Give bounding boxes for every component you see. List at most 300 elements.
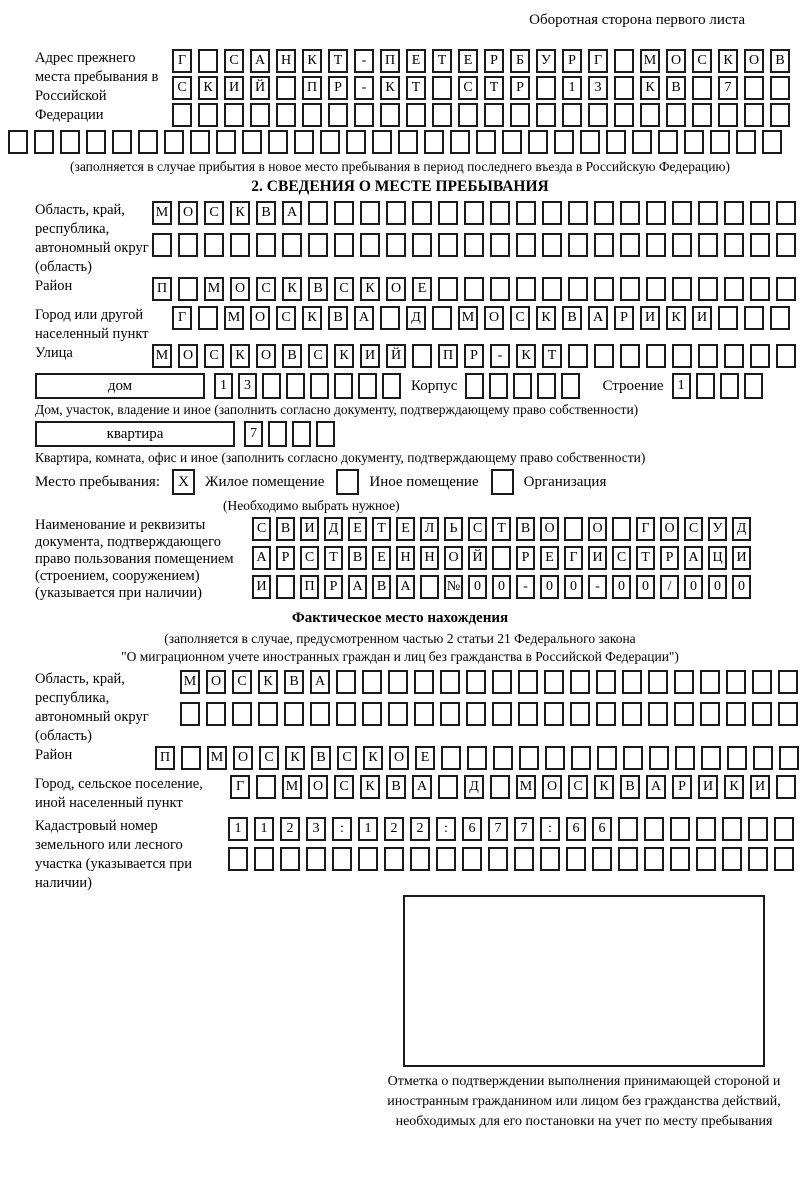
form-cell[interactable]: М xyxy=(224,306,244,330)
form-cell[interactable]: Й xyxy=(250,76,270,100)
form-cell[interactable]: А xyxy=(396,575,415,599)
form-cell[interactable] xyxy=(242,130,262,154)
form-cell[interactable]: К xyxy=(285,746,305,770)
form-cell[interactable]: Р xyxy=(276,546,295,570)
form-cell[interactable] xyxy=(724,233,744,257)
form-cell[interactable] xyxy=(178,233,198,257)
form-cell[interactable]: 1 xyxy=(672,373,691,399)
form-cell[interactable]: № xyxy=(444,575,463,599)
form-cell[interactable] xyxy=(776,201,796,225)
form-cell[interactable]: И xyxy=(698,775,718,799)
form-cell[interactable] xyxy=(670,847,690,871)
form-cell[interactable] xyxy=(778,702,798,726)
form-cell[interactable] xyxy=(718,306,738,330)
form-cell[interactable]: 0 xyxy=(564,575,583,599)
form-cell[interactable]: 6 xyxy=(566,817,586,841)
form-cell[interactable] xyxy=(674,670,694,694)
form-cell[interactable] xyxy=(620,277,640,301)
form-cell[interactable] xyxy=(594,277,614,301)
form-cell[interactable] xyxy=(464,201,484,225)
form-cell[interactable] xyxy=(386,233,406,257)
form-cell[interactable] xyxy=(440,702,460,726)
form-cell[interactable] xyxy=(372,130,392,154)
form-cell[interactable] xyxy=(388,670,408,694)
form-cell[interactable]: С xyxy=(337,746,357,770)
form-cell[interactable] xyxy=(674,702,694,726)
form-cell[interactable]: И xyxy=(588,546,607,570)
form-cell[interactable]: Е xyxy=(372,546,391,570)
form-cell[interactable]: В xyxy=(620,775,640,799)
form-cell[interactable] xyxy=(152,233,172,257)
form-cell[interactable]: И xyxy=(252,575,271,599)
form-cell[interactable]: А xyxy=(646,775,666,799)
form-cell[interactable] xyxy=(744,306,764,330)
form-cell[interactable]: В xyxy=(372,575,391,599)
form-cell[interactable] xyxy=(596,670,616,694)
form-cell[interactable] xyxy=(380,306,400,330)
form-cell[interactable] xyxy=(362,670,382,694)
form-cell[interactable]: В xyxy=(348,546,367,570)
form-cell[interactable] xyxy=(620,233,640,257)
form-cell[interactable] xyxy=(250,103,270,127)
form-cell[interactable]: О xyxy=(250,306,270,330)
form-cell[interactable]: М xyxy=(180,670,200,694)
form-cell[interactable] xyxy=(310,373,329,399)
form-cell[interactable] xyxy=(308,201,328,225)
form-cell[interactable] xyxy=(528,130,548,154)
form-cell[interactable] xyxy=(518,670,538,694)
form-cell[interactable] xyxy=(328,103,348,127)
form-cell[interactable]: Г xyxy=(172,49,192,73)
form-cell[interactable] xyxy=(488,847,508,871)
form-cell[interactable] xyxy=(623,746,643,770)
form-cell[interactable] xyxy=(320,130,340,154)
form-cell[interactable] xyxy=(490,233,510,257)
form-cell[interactable] xyxy=(710,130,730,154)
form-cell[interactable]: Д xyxy=(732,517,751,541)
form-cell[interactable]: - xyxy=(516,575,535,599)
form-cell[interactable] xyxy=(594,344,614,368)
form-cell[interactable]: Д xyxy=(464,775,484,799)
form-cell[interactable] xyxy=(750,201,770,225)
form-cell[interactable] xyxy=(718,103,738,127)
form-cell[interactable]: 7 xyxy=(488,817,508,841)
form-cell[interactable] xyxy=(692,76,712,100)
form-cell[interactable] xyxy=(646,233,666,257)
form-cell[interactable] xyxy=(519,746,539,770)
form-cell[interactable] xyxy=(316,421,335,447)
form-cell[interactable] xyxy=(542,277,562,301)
form-cell[interactable]: 2 xyxy=(410,817,430,841)
form-cell[interactable] xyxy=(726,702,746,726)
form-cell[interactable] xyxy=(537,373,556,399)
form-cell[interactable]: Й xyxy=(468,546,487,570)
form-cell[interactable]: О xyxy=(308,775,328,799)
form-cell[interactable]: С xyxy=(224,49,244,73)
form-cell[interactable]: К xyxy=(302,49,322,73)
form-cell[interactable]: 2 xyxy=(280,817,300,841)
form-cell[interactable]: Й xyxy=(386,344,406,368)
form-cell[interactable] xyxy=(380,103,400,127)
form-cell[interactable] xyxy=(493,746,513,770)
form-cell[interactable] xyxy=(698,344,718,368)
form-cell[interactable] xyxy=(198,103,218,127)
form-cell[interactable]: О xyxy=(206,670,226,694)
form-cell[interactable]: 6 xyxy=(592,817,612,841)
form-cell[interactable]: А xyxy=(588,306,608,330)
form-cell[interactable]: - xyxy=(354,76,374,100)
form-cell[interactable]: Е xyxy=(348,517,367,541)
form-cell[interactable]: - xyxy=(588,575,607,599)
form-cell[interactable] xyxy=(489,373,508,399)
form-cell[interactable] xyxy=(770,76,790,100)
form-cell[interactable]: Р xyxy=(516,546,535,570)
form-cell[interactable]: А xyxy=(412,775,432,799)
form-cell[interactable]: Г xyxy=(172,306,192,330)
form-cell[interactable]: О xyxy=(542,775,562,799)
form-cell[interactable]: 7 xyxy=(244,421,263,447)
form-cell[interactable]: В xyxy=(308,277,328,301)
form-cell[interactable]: С xyxy=(468,517,487,541)
form-cell[interactable] xyxy=(280,847,300,871)
form-cell[interactable]: Ь xyxy=(444,517,463,541)
form-cell[interactable]: М xyxy=(152,201,172,225)
form-cell[interactable] xyxy=(570,702,590,726)
form-cell[interactable] xyxy=(490,201,510,225)
form-cell[interactable] xyxy=(544,702,564,726)
form-cell[interactable] xyxy=(232,702,252,726)
form-cell[interactable]: С xyxy=(458,76,478,100)
form-cell[interactable]: А xyxy=(310,670,330,694)
form-cell[interactable] xyxy=(622,702,642,726)
form-cell[interactable]: М xyxy=(458,306,478,330)
form-cell[interactable] xyxy=(750,344,770,368)
form-cell[interactable]: Р xyxy=(562,49,582,73)
form-cell[interactable] xyxy=(410,847,430,871)
form-cell[interactable]: К xyxy=(718,49,738,73)
form-cell[interactable]: Т xyxy=(492,517,511,541)
form-cell[interactable] xyxy=(334,373,353,399)
form-cell[interactable]: В xyxy=(276,517,295,541)
form-cell[interactable]: К xyxy=(363,746,383,770)
form-cell[interactable] xyxy=(414,670,434,694)
form-cell[interactable] xyxy=(490,277,510,301)
stay-option-other-checkbox[interactable] xyxy=(336,469,359,495)
form-cell[interactable] xyxy=(752,670,772,694)
form-cell[interactable]: П xyxy=(152,277,172,301)
form-cell[interactable] xyxy=(649,746,669,770)
form-cell[interactable] xyxy=(618,817,638,841)
form-cell[interactable] xyxy=(594,233,614,257)
form-cell[interactable]: 6 xyxy=(462,817,482,841)
form-cell[interactable] xyxy=(354,103,374,127)
form-cell[interactable] xyxy=(268,421,287,447)
form-cell[interactable]: Д xyxy=(406,306,426,330)
form-cell[interactable] xyxy=(724,344,744,368)
form-cell[interactable] xyxy=(700,670,720,694)
form-cell[interactable] xyxy=(438,201,458,225)
form-cell[interactable]: М xyxy=(152,344,172,368)
form-cell[interactable]: М xyxy=(204,277,224,301)
form-cell[interactable] xyxy=(464,277,484,301)
form-cell[interactable] xyxy=(564,517,583,541)
form-cell[interactable]: М xyxy=(207,746,227,770)
form-cell[interactable]: О xyxy=(256,344,276,368)
form-cell[interactable]: К xyxy=(536,306,556,330)
form-cell[interactable] xyxy=(308,233,328,257)
form-cell[interactable] xyxy=(727,746,747,770)
form-cell[interactable]: Н xyxy=(420,546,439,570)
form-cell[interactable] xyxy=(276,103,296,127)
form-cell[interactable]: - xyxy=(354,49,374,73)
form-cell[interactable] xyxy=(722,817,742,841)
form-cell[interactable]: О xyxy=(744,49,764,73)
form-cell[interactable]: 1 xyxy=(358,817,378,841)
form-cell[interactable]: 0 xyxy=(612,575,631,599)
form-cell[interactable] xyxy=(568,344,588,368)
form-cell[interactable] xyxy=(566,847,586,871)
form-cell[interactable] xyxy=(744,373,763,399)
form-cell[interactable]: Т xyxy=(328,49,348,73)
form-cell[interactable] xyxy=(436,847,456,871)
form-cell[interactable] xyxy=(388,702,408,726)
form-cell[interactable]: 0 xyxy=(492,575,511,599)
form-cell[interactable]: Л xyxy=(420,517,439,541)
form-cell[interactable] xyxy=(476,130,496,154)
form-cell[interactable]: С xyxy=(568,775,588,799)
form-cell[interactable] xyxy=(420,575,439,599)
form-cell[interactable] xyxy=(726,670,746,694)
form-cell[interactable] xyxy=(412,344,432,368)
form-cell[interactable] xyxy=(510,103,530,127)
form-cell[interactable] xyxy=(542,233,562,257)
form-cell[interactable]: Т xyxy=(636,546,655,570)
form-cell[interactable] xyxy=(440,670,460,694)
form-cell[interactable] xyxy=(406,103,426,127)
form-cell[interactable] xyxy=(724,277,744,301)
form-cell[interactable] xyxy=(292,421,311,447)
form-cell[interactable] xyxy=(648,670,668,694)
form-cell[interactable]: Р xyxy=(484,49,504,73)
form-cell[interactable]: Т xyxy=(372,517,391,541)
form-cell[interactable] xyxy=(696,373,715,399)
form-cell[interactable] xyxy=(112,130,132,154)
form-cell[interactable]: В xyxy=(386,775,406,799)
form-cell[interactable]: О xyxy=(588,517,607,541)
form-cell[interactable] xyxy=(571,746,591,770)
form-cell[interactable]: С xyxy=(204,201,224,225)
form-cell[interactable] xyxy=(256,233,276,257)
form-cell[interactable]: С xyxy=(252,517,271,541)
form-cell[interactable]: Ц xyxy=(708,546,727,570)
form-cell[interactable] xyxy=(640,103,660,127)
form-cell[interactable]: О xyxy=(233,746,253,770)
form-cell[interactable] xyxy=(779,746,799,770)
form-cell[interactable] xyxy=(568,277,588,301)
form-cell[interactable]: - xyxy=(490,344,510,368)
form-cell[interactable]: К xyxy=(230,201,250,225)
form-cell[interactable]: К xyxy=(640,76,660,100)
form-cell[interactable]: У xyxy=(536,49,556,73)
form-cell[interactable] xyxy=(762,130,782,154)
form-cell[interactable] xyxy=(752,702,772,726)
form-cell[interactable] xyxy=(744,103,764,127)
form-cell[interactable]: 1 xyxy=(228,817,248,841)
form-cell[interactable] xyxy=(596,702,616,726)
form-cell[interactable] xyxy=(467,746,487,770)
form-cell[interactable] xyxy=(441,746,461,770)
form-cell[interactable]: К xyxy=(666,306,686,330)
form-cell[interactable]: Е xyxy=(540,546,559,570)
form-cell[interactable] xyxy=(542,201,562,225)
form-cell[interactable]: Т xyxy=(432,49,452,73)
form-cell[interactable]: Н xyxy=(276,49,296,73)
form-cell[interactable] xyxy=(190,130,210,154)
form-cell[interactable]: В xyxy=(666,76,686,100)
form-cell[interactable]: О xyxy=(386,277,406,301)
form-cell[interactable] xyxy=(164,130,184,154)
form-cell[interactable] xyxy=(675,746,695,770)
form-cell[interactable]: В xyxy=(516,517,535,541)
form-cell[interactable]: И xyxy=(224,76,244,100)
form-cell[interactable] xyxy=(336,670,356,694)
form-cell[interactable] xyxy=(358,847,378,871)
form-cell[interactable]: М xyxy=(282,775,302,799)
form-cell[interactable] xyxy=(172,103,192,127)
form-cell[interactable] xyxy=(646,344,666,368)
form-cell[interactable]: 3 xyxy=(588,76,608,100)
form-cell[interactable] xyxy=(86,130,106,154)
form-cell[interactable] xyxy=(750,233,770,257)
form-cell[interactable] xyxy=(224,103,244,127)
form-cell[interactable]: С xyxy=(684,517,703,541)
form-cell[interactable] xyxy=(570,670,590,694)
form-cell[interactable] xyxy=(658,130,678,154)
form-cell[interactable]: В xyxy=(256,201,276,225)
form-cell[interactable] xyxy=(34,130,54,154)
form-cell[interactable] xyxy=(302,103,322,127)
form-cell[interactable] xyxy=(778,670,798,694)
form-cell[interactable] xyxy=(568,233,588,257)
form-cell[interactable]: 7 xyxy=(514,817,534,841)
form-cell[interactable] xyxy=(432,103,452,127)
form-cell[interactable] xyxy=(178,277,198,301)
form-cell[interactable]: Г xyxy=(564,546,583,570)
form-cell[interactable]: С xyxy=(334,277,354,301)
form-cell[interactable]: М xyxy=(640,49,660,73)
form-cell[interactable] xyxy=(254,847,274,871)
form-cell[interactable] xyxy=(701,746,721,770)
form-cell[interactable]: Е xyxy=(406,49,426,73)
form-cell[interactable] xyxy=(258,702,278,726)
form-cell[interactable]: : xyxy=(540,817,560,841)
form-cell[interactable]: : xyxy=(436,817,456,841)
form-cell[interactable] xyxy=(648,702,668,726)
form-cell[interactable]: Е xyxy=(396,517,415,541)
form-cell[interactable] xyxy=(286,373,305,399)
form-cell[interactable]: Г xyxy=(588,49,608,73)
form-cell[interactable] xyxy=(384,847,404,871)
form-cell[interactable]: С xyxy=(300,546,319,570)
form-cell[interactable] xyxy=(672,277,692,301)
form-cell[interactable]: И xyxy=(300,517,319,541)
form-cell[interactable] xyxy=(60,130,80,154)
form-cell[interactable]: К xyxy=(302,306,322,330)
form-cell[interactable]: С xyxy=(256,277,276,301)
form-cell[interactable] xyxy=(138,130,158,154)
form-cell[interactable] xyxy=(204,233,224,257)
form-cell[interactable]: 1 xyxy=(214,373,233,399)
form-cell[interactable] xyxy=(462,847,482,871)
form-cell[interactable] xyxy=(776,233,796,257)
form-cell[interactable] xyxy=(536,76,556,100)
form-cell[interactable] xyxy=(492,670,512,694)
form-cell[interactable] xyxy=(276,575,295,599)
form-cell[interactable] xyxy=(770,306,790,330)
form-cell[interactable] xyxy=(438,277,458,301)
form-cell[interactable] xyxy=(432,306,452,330)
form-cell[interactable] xyxy=(776,277,796,301)
form-cell[interactable] xyxy=(776,775,796,799)
form-cell[interactable]: В xyxy=(282,344,302,368)
form-cell[interactable] xyxy=(614,76,634,100)
form-cell[interactable] xyxy=(424,130,444,154)
form-cell[interactable] xyxy=(618,847,638,871)
form-cell[interactable]: 1 xyxy=(562,76,582,100)
form-cell[interactable] xyxy=(753,746,773,770)
form-cell[interactable]: О xyxy=(484,306,504,330)
form-cell[interactable] xyxy=(594,201,614,225)
form-cell[interactable]: / xyxy=(660,575,679,599)
form-cell[interactable] xyxy=(514,847,534,871)
form-cell[interactable] xyxy=(644,817,664,841)
form-cell[interactable] xyxy=(228,847,248,871)
form-cell[interactable] xyxy=(412,233,432,257)
form-cell[interactable] xyxy=(412,201,432,225)
form-cell[interactable] xyxy=(464,233,484,257)
form-cell[interactable] xyxy=(432,76,452,100)
form-cell[interactable] xyxy=(696,817,716,841)
form-cell[interactable] xyxy=(206,702,226,726)
form-cell[interactable] xyxy=(684,130,704,154)
form-cell[interactable] xyxy=(698,277,718,301)
form-cell[interactable] xyxy=(513,373,532,399)
form-cell[interactable] xyxy=(612,517,631,541)
form-cell[interactable]: С xyxy=(612,546,631,570)
form-cell[interactable]: К xyxy=(230,344,250,368)
form-cell[interactable] xyxy=(770,103,790,127)
form-cell[interactable] xyxy=(672,344,692,368)
form-cell[interactable] xyxy=(620,344,640,368)
form-cell[interactable] xyxy=(776,344,796,368)
form-cell[interactable] xyxy=(484,103,504,127)
form-cell[interactable] xyxy=(700,702,720,726)
form-cell[interactable]: С xyxy=(232,670,252,694)
form-cell[interactable] xyxy=(536,103,556,127)
form-cell[interactable]: И xyxy=(692,306,712,330)
form-cell[interactable] xyxy=(644,847,664,871)
form-cell[interactable] xyxy=(561,373,580,399)
form-cell[interactable] xyxy=(502,130,522,154)
form-cell[interactable] xyxy=(672,233,692,257)
form-cell[interactable]: С xyxy=(692,49,712,73)
form-cell[interactable] xyxy=(438,233,458,257)
form-cell[interactable] xyxy=(588,103,608,127)
form-cell[interactable]: У xyxy=(708,517,727,541)
form-cell[interactable] xyxy=(358,373,377,399)
form-cell[interactable]: А xyxy=(252,546,271,570)
form-cell[interactable] xyxy=(362,702,382,726)
